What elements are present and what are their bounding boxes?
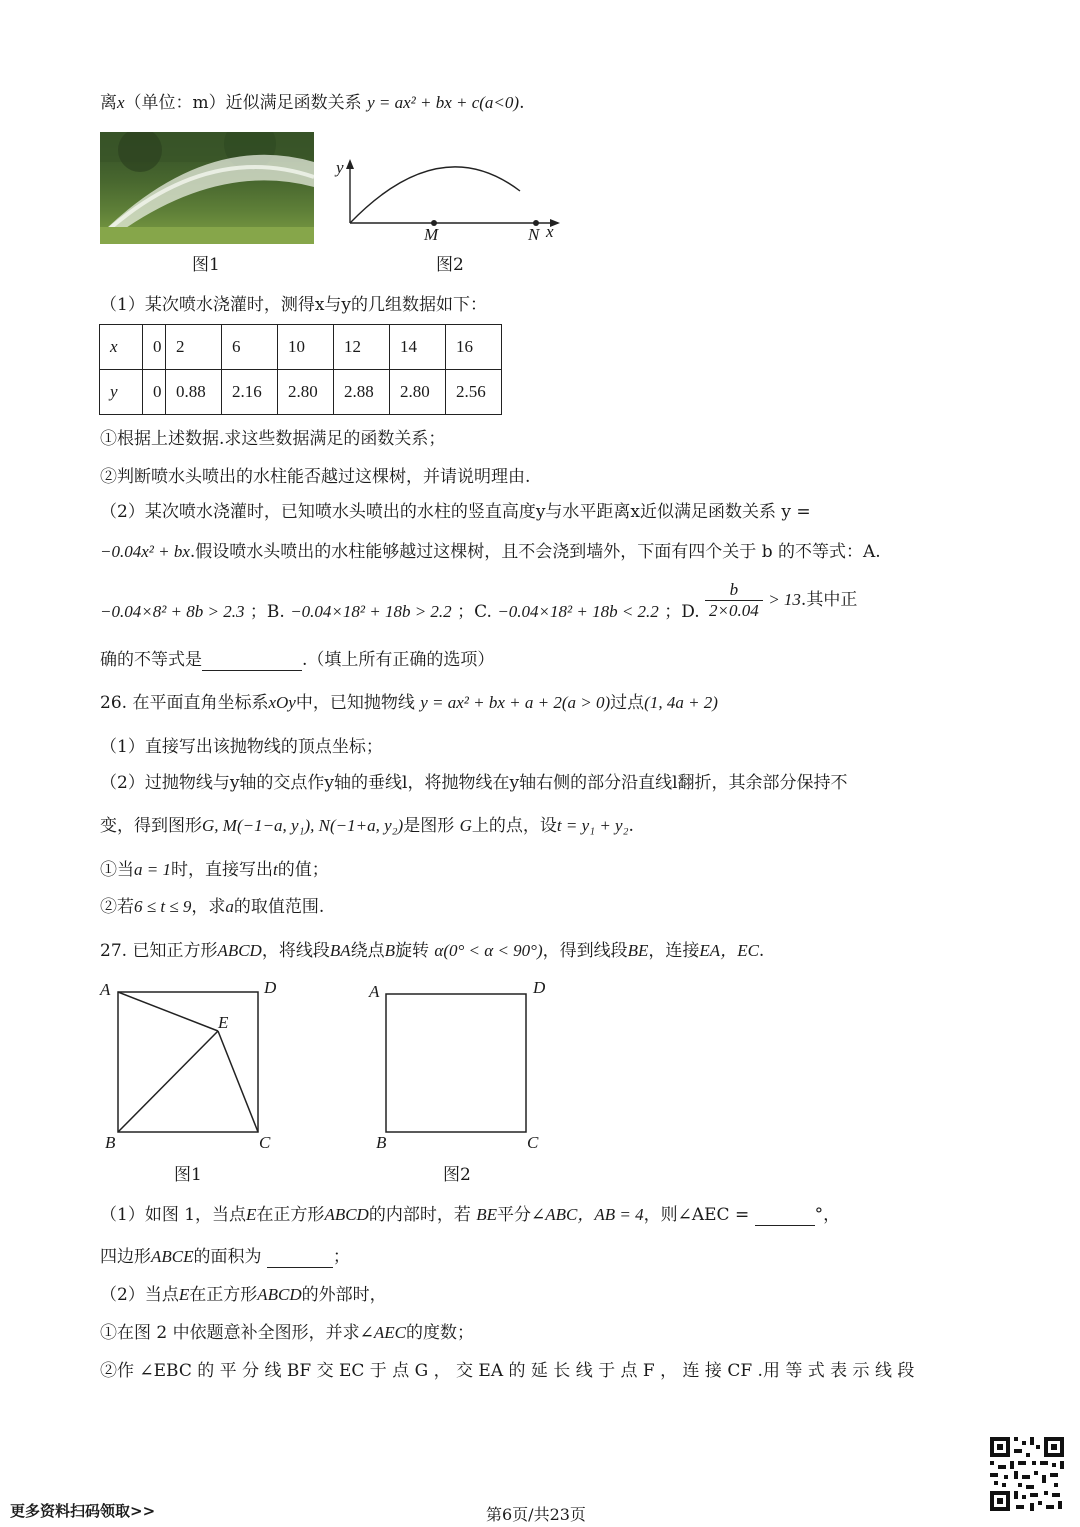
q27-part-1-line-1: （1）如图 1，当点E在正方形ABCD的内部时，若 BE平分∠ABC，AB = 4，则∠AEC = °， — [100, 1205, 841, 1225]
fig2-label-b: B — [376, 1133, 387, 1152]
data-table — [99, 324, 502, 415]
area-answer-blank[interactable] — [267, 1247, 333, 1268]
answer-blank[interactable] — [202, 650, 302, 671]
table-cell: 14 — [390, 325, 446, 370]
fig2-m-label: M — [424, 225, 439, 244]
fig2-label-d: D — [533, 978, 546, 997]
q27-part-1-line-2: 四边形ABCE的面积为 ； — [100, 1247, 350, 1267]
q1-item-2: ②判断喷水头喷出的水柱能否越过这棵树，并请说明理由. — [100, 467, 531, 487]
q27-part-2-item-1: ①在图 2 中依题意补全图形，并求∠AEC的度数； — [100, 1323, 474, 1343]
table-cell: 2 — [166, 325, 222, 370]
table-header-x: x — [100, 325, 143, 370]
page-number: 第6页/共23页 — [486, 1505, 586, 1524]
option-c: −0.04×18² + 18b < 2.2 — [497, 602, 659, 621]
table-cell: 16 — [446, 325, 502, 370]
table-cell: 0 — [143, 370, 166, 415]
square-figure-2 — [370, 978, 570, 1158]
q1-item-1: ①根据上述数据.求这些数据满足的函数关系； — [100, 429, 446, 449]
option-d-fraction: $\frac{b}{2\times 0.04}$ — [705, 580, 763, 621]
table-cell: 6 — [222, 325, 278, 370]
table-cell: 2.80 — [390, 370, 446, 415]
option-b: −0.04×18² + 18b > 2.2 — [290, 602, 452, 621]
q27-fig1-caption: 图1 — [174, 1165, 202, 1185]
q26-item-1: ①当a = 1时，直接写出t的值； — [100, 860, 329, 880]
intro-line: 离x（单位：m）近似满足函数关系 y = ax² + bx + c(a<0). — [100, 93, 525, 113]
q27-stem: 27. 已知正方形ABCD，将线段BA绕点B旋转 α(0° < α < 90°)，得到线段BE，连接EA，EC. — [100, 941, 765, 961]
table-cell: 2.16 — [222, 370, 278, 415]
table-header-y: y — [100, 370, 143, 415]
table-cell: 0.88 — [166, 370, 222, 415]
q26-part-2-line-2: 变，得到图形G, M(−1−a, y₁), N(−1+a, y₂)是图形 G上的点，设t = y₁ + y₂. — [100, 816, 634, 836]
option-a: −0.04×8² + 8b > 2.3 — [100, 602, 245, 621]
q27-fig2-caption: 图2 — [443, 1165, 471, 1185]
angle-answer-blank[interactable] — [755, 1205, 815, 1226]
q1-intro: （1）某次喷水浇灌时，测得x与y的几组数据如下： — [100, 295, 488, 315]
footer-promo-link[interactable]: 更多资料扫码领取>> — [10, 1502, 156, 1520]
fig2-label-c: C — [527, 1133, 539, 1152]
fig2-label-a: A — [369, 982, 380, 1001]
table-cell: 0 — [143, 325, 166, 370]
table-cell: 2.88 — [334, 370, 390, 415]
q26-stem: 26. 在平面直角坐标系xOy中，已知抛物线 y = ax² + bx + a + 2(a > 0)过点(1, 4a + 2) — [100, 693, 718, 713]
fig1-caption: 图1 — [192, 255, 220, 275]
table-cell: 2.80 — [278, 370, 334, 415]
qr-code-icon[interactable] — [988, 1435, 1066, 1513]
fig1-label-c: C — [259, 1133, 271, 1152]
q2-line-1: （2）某次喷水浇灌时，已知喷水头喷出的水柱的竖直高度y与水平距离x近似满足函数关系 y = — [100, 502, 811, 522]
q27-part-2: （2）当点E在正方形ABCD的外部时， — [100, 1285, 387, 1305]
table-cell: 10 — [278, 325, 334, 370]
fig1-label-a: A — [100, 980, 111, 999]
square-figure-1 — [100, 978, 300, 1158]
fig2-caption: 图2 — [436, 255, 464, 275]
sprinkler-photo — [100, 132, 314, 244]
option-d: > 13 — [768, 590, 801, 609]
q27-part-2-item-2: ②作 ∠EBC 的 平 分 线 BF 交 EC 于 点 G ， 交 EA 的 延 长 线 于 点 F ， 连 接 CF .用 等 式 表 示 线 段 — [100, 1361, 915, 1381]
fig1-label-d: D — [264, 978, 277, 997]
q26-part-1: （1）直接写出该抛物线的顶点坐标； — [100, 737, 383, 757]
fig2-x-label: x — [546, 222, 554, 241]
q2-line-4: 确的不等式是 .（填上所有正确的选项） — [100, 650, 495, 670]
table-cell: 12 — [334, 325, 390, 370]
table-row-y — [100, 370, 502, 415]
q2-line-2: −0.04x² + bx.假设喷水头喷出的水柱能够越过这棵树，且不会浇到墙外，下面有四个关于 b 的不等式：A. — [100, 542, 881, 562]
sprinkler-spray-image — [100, 132, 314, 244]
fig2-n-label: N — [528, 225, 540, 244]
q26-part-2-line-1: （2）过抛物线与y轴的交点作y轴的垂线l，将抛物线在y轴右侧的部分沿直线l翻折，其余部分保持不 — [100, 773, 848, 793]
fig1-label-b: B — [105, 1133, 116, 1152]
fig1-label-e: E — [218, 1013, 229, 1032]
table-row-x — [100, 325, 502, 370]
q2-options: −0.04×8² + 8b > 2.3 ；B. −0.04×18² + 18b > 2.2 ；C. −0.04×18² + 18b < 2.2 ；D. $\frac{b}{2\times 0.04}$ > 13.其中正 — [100, 580, 858, 622]
q26-item-2: ②若6 ≤ t ≤ 9，求a的取值范围. — [100, 897, 325, 917]
table-cell: 2.56 — [446, 370, 502, 415]
fig2-y-label: y — [336, 158, 344, 177]
